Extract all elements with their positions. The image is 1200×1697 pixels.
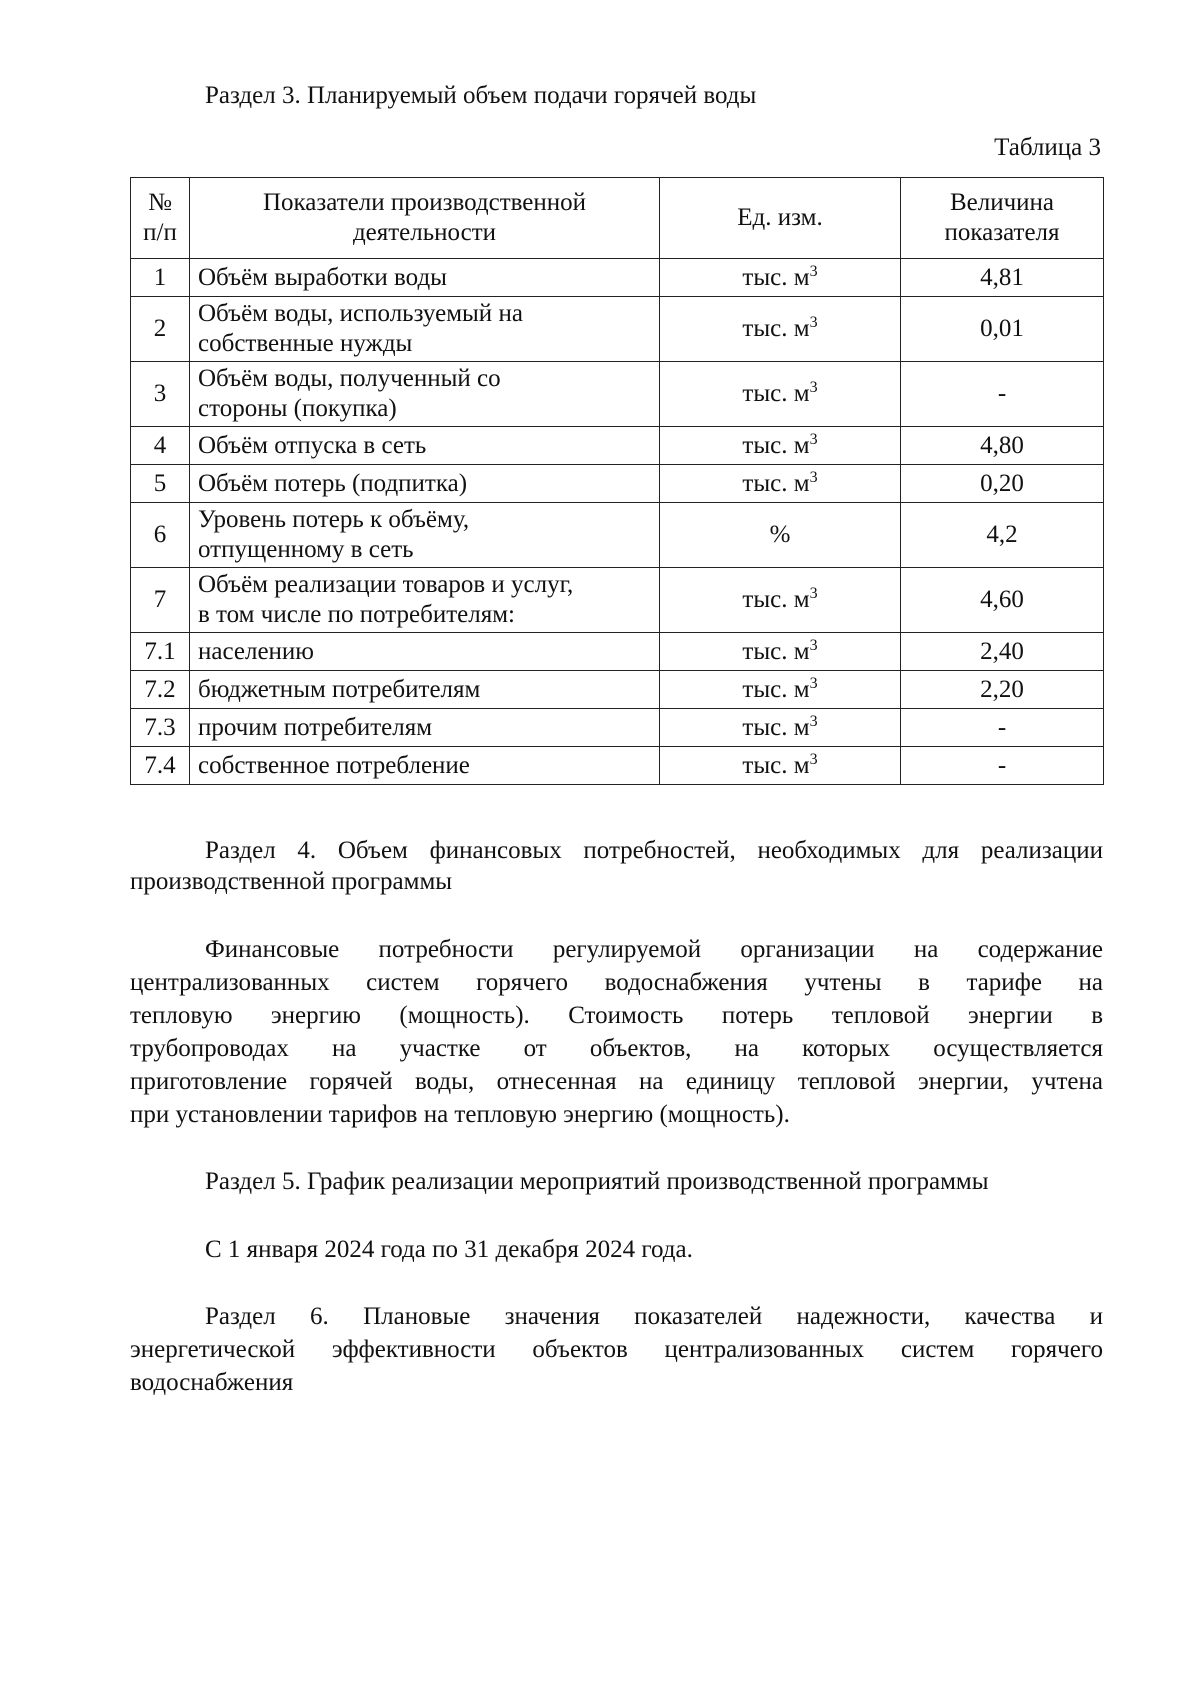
section4-paragraph-line: тепловую энергию (мощность). Стоимость потерь тепловой энергии в xyxy=(130,1002,1103,1029)
row-unit: тыс. $м^3$ xyxy=(660,633,901,671)
row-number: 7.2 xyxy=(131,671,190,709)
row-indicator: Объём выработки воды xyxy=(190,259,660,297)
row-value: 2,40 xyxy=(901,633,1104,671)
row-value: 4,80 xyxy=(901,427,1104,465)
row-value: - xyxy=(901,709,1104,747)
row-value: 4,81 xyxy=(901,259,1104,297)
row-number: 2 xyxy=(131,297,190,362)
row-indicator: собственное потребление xyxy=(190,747,660,785)
section6-title-line1: Раздел 6. Плановые значения показателей надежности, качества и xyxy=(205,1303,1103,1330)
row-value: 0,20 xyxy=(901,465,1104,503)
row-number: 5 xyxy=(131,465,190,503)
row-unit: тыс. $м^3$ xyxy=(660,427,901,465)
row-indicator: прочим потребителям xyxy=(190,709,660,747)
row-value: - xyxy=(901,747,1104,785)
row-indicator: Уровень потерь к объёму, отпущенному в сеть xyxy=(190,503,660,568)
row-unit: % xyxy=(660,503,901,568)
table-row xyxy=(131,362,1104,427)
section3-title: Раздел 3. Планируемый объем подачи горячей воды xyxy=(205,82,757,109)
section4-title-line2: производственной программы xyxy=(130,868,453,895)
row-value: 4,60 xyxy=(901,568,1104,633)
row-unit: тыс. $м^3$ xyxy=(660,465,901,503)
header-value: Величина показателя xyxy=(901,178,1104,259)
section4-title-line1: Раздел 4. Объем финансовых потребностей, необходимых для реализации xyxy=(205,837,1103,864)
table-row xyxy=(131,465,1104,503)
row-unit: тыс. $м^3$ xyxy=(660,362,901,427)
row-indicator: населению xyxy=(190,633,660,671)
row-unit: тыс. $м^3$ xyxy=(660,747,901,785)
row-indicator: Объём реализации товаров и услуг, в том числе по потребителям: xyxy=(190,568,660,633)
row-unit: тыс. $м^3$ xyxy=(660,297,901,362)
header-num: № п/п xyxy=(131,178,190,259)
row-value: - xyxy=(901,362,1104,427)
row-indicator: Объём воды, полученный со стороны (покупка) xyxy=(190,362,660,427)
row-number: 4 xyxy=(131,427,190,465)
row-number: 7.3 xyxy=(131,709,190,747)
header-name: Показатели производственной деятельности xyxy=(190,178,660,259)
row-number: 7 xyxy=(131,568,190,633)
table-row xyxy=(131,297,1104,362)
row-indicator: Объём потерь (подпитка) xyxy=(190,465,660,503)
table-row xyxy=(131,503,1104,568)
row-unit: тыс. $м^3$ xyxy=(660,568,901,633)
row-number: 7.1 xyxy=(131,633,190,671)
table-row xyxy=(131,568,1104,633)
row-number: 1 xyxy=(131,259,190,297)
row-indicator: Объём воды, используемый на собственные нужды xyxy=(190,297,660,362)
row-unit: тыс. $м^3$ xyxy=(660,671,901,709)
row-value: 2,20 xyxy=(901,671,1104,709)
section4-paragraph-line: трубопроводах на участке от объектов, на которых осуществляется xyxy=(130,1035,1103,1062)
table-row xyxy=(131,633,1104,671)
row-unit: тыс. $м^3$ xyxy=(660,709,901,747)
section4-paragraph-line: приготовление горячей воды, отнесенная на единицу тепловой энергии, учтена xyxy=(130,1068,1103,1095)
section5-title: Раздел 5. График реализации мероприятий производственной программы xyxy=(205,1168,989,1195)
section6-title-line3: водоснабжения xyxy=(130,1369,294,1396)
section4-paragraph-line: Финансовые потребности регулируемой организации на содержание xyxy=(205,936,1103,963)
water-supply-table xyxy=(130,177,1104,785)
table-row xyxy=(131,259,1104,297)
section4-paragraph-line: централизованных систем горячего водоснабжения учтены в тарифе на xyxy=(130,969,1103,996)
row-indicator: Объём отпуска в сеть xyxy=(190,427,660,465)
row-value: 4,2 xyxy=(901,503,1104,568)
row-value: 0,01 xyxy=(901,297,1104,362)
row-number: 6 xyxy=(131,503,190,568)
section4-paragraph-line: при установлении тарифов на тепловую энергию (мощность). xyxy=(130,1101,790,1128)
section6-title-line2: энергетической эффективности объектов централизованных систем горячего xyxy=(130,1336,1103,1363)
table-row xyxy=(131,671,1104,709)
row-number: 3 xyxy=(131,362,190,427)
table-row xyxy=(131,427,1104,465)
table-caption: Таблица 3 xyxy=(994,134,1101,161)
row-unit: тыс. $м^3$ xyxy=(660,259,901,297)
row-number: 7.4 xyxy=(131,747,190,785)
header-unit: Ед. изм. xyxy=(660,178,901,259)
table-row xyxy=(131,747,1104,785)
table-header-row xyxy=(131,178,1104,259)
section5-period: С 1 января 2024 года по 31 декабря 2024 года. xyxy=(205,1236,693,1263)
table-row xyxy=(131,709,1104,747)
row-indicator: бюджетным потребителям xyxy=(190,671,660,709)
